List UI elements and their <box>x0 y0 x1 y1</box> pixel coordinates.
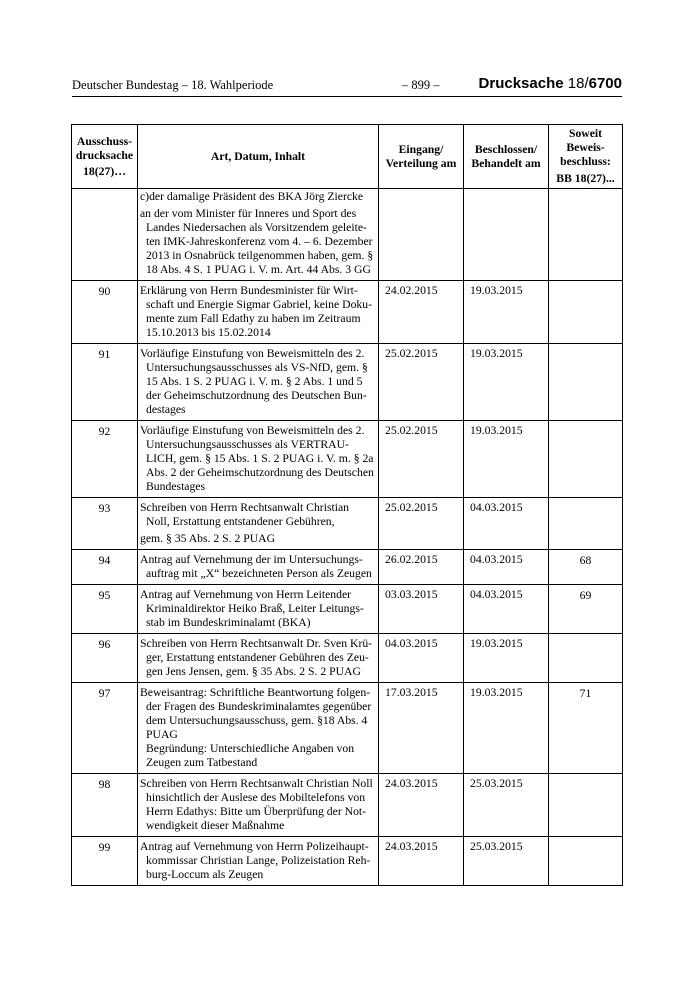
row-content <box>138 421 379 498</box>
table-row <box>72 774 623 837</box>
content-line: mente zum Fall Edathy zu haben im Zeitraum <box>146 312 361 325</box>
header-eingang: Eingang/ Verteilung am <box>379 125 464 189</box>
content-line: gen Jens Jensen, gem. § 35 Abs. 2 S. 2 PUAG <box>146 665 361 678</box>
row-number: 90 <box>72 281 138 344</box>
row-content <box>138 498 379 550</box>
content-line: Erklärung von Herrn Bundesminister für Wirt- <box>140 284 358 297</box>
content-line: Noll, Erstattung entstandener Gebühren, <box>146 515 335 528</box>
row-content <box>138 634 379 683</box>
content-line: gem. § 35 Abs. 2 S. 2 PUAG <box>140 532 276 545</box>
content-line: 15.10.2013 bis 15.02.2014 <box>146 326 271 339</box>
table-row <box>72 498 623 550</box>
row-beschlossen: 19.03.2015 <box>464 344 549 421</box>
row-number: 96 <box>72 634 138 683</box>
row-eingang: 04.03.2015 <box>379 634 464 683</box>
content-line: Begründung: Unterschiedliche Angaben von <box>146 742 355 755</box>
content-line: Beweisantrag: Schriftliche Beantwortung folgen- <box>140 686 371 699</box>
row-beweisbeschluss <box>549 498 623 550</box>
row-content <box>138 683 379 774</box>
row-number: 95 <box>72 585 138 634</box>
content-line: Zeugen zum Tatbestand <box>146 756 258 769</box>
content-line: PUAG <box>146 728 178 741</box>
row-beweisbeschluss <box>549 634 623 683</box>
content-line: Vorläufige Einstufung von Beweismitteln des 2. <box>140 424 365 437</box>
table-row <box>72 585 623 634</box>
row-content <box>138 837 379 886</box>
row-eingang: 25.02.2015 <box>379 498 464 550</box>
row-beweisbeschluss: 68 <box>549 550 623 585</box>
content-line: kommissar Christian Lange, Polizeistation Reh- <box>146 854 371 867</box>
table-header-row <box>72 125 623 189</box>
row-beweisbeschluss: 69 <box>549 585 623 634</box>
row-eingang: 26.02.2015 <box>379 550 464 585</box>
row-beschlossen: 25.03.2015 <box>464 774 549 837</box>
documents-table <box>71 124 623 886</box>
content-line: Untersuchungsausschusses als VS-NfD, gem. § <box>146 361 368 374</box>
row-number: 97 <box>72 683 138 774</box>
content-line: Schreiben von Herrn Rechtsanwalt Christian Noll <box>140 777 373 790</box>
content-line: dem Untersuchungsausschuss, gem. §18 Abs. 4 <box>146 714 368 727</box>
content-line: Abs. 2 der Geheimschutzordnung des Deutschen <box>146 466 374 479</box>
table-row-continuation <box>72 189 623 281</box>
row-number: 91 <box>72 344 138 421</box>
content-line: Untersuchungsausschusses als VERTRAU- <box>146 438 349 451</box>
row-number: 99 <box>72 837 138 886</box>
row-content <box>138 774 379 837</box>
row-beschlossen: 19.03.2015 <box>464 634 549 683</box>
row-eingang: 24.03.2015 <box>379 837 464 886</box>
header-ausschussdrucksache: Ausschuss- drucksache 18(27)… <box>72 125 138 189</box>
row-beschlossen: 19.03.2015 <box>464 421 549 498</box>
row-eingang: 24.03.2015 <box>379 774 464 837</box>
content-line: schaft und Energie Sigmar Gabriel, keine Doku- <box>146 298 372 311</box>
row-eingang: 17.03.2015 <box>379 683 464 774</box>
content-line: Herrn Edathys: Bitte um Überprüfung der Not- <box>146 805 367 818</box>
page-header <box>72 76 622 97</box>
header-art-datum-inhalt: Art, Datum, Inhalt <box>138 125 379 189</box>
content-line: destages <box>146 403 186 416</box>
row-number: 94 <box>72 550 138 585</box>
content-line: stab im Bundeskriminalamt (BKA) <box>146 616 311 629</box>
table-row <box>72 281 623 344</box>
document-label: Drucksache <box>478 75 564 92</box>
content-line: Schreiben von Herrn Rechtsanwalt Christian <box>140 501 350 514</box>
row-eingang: 25.02.2015 <box>379 421 464 498</box>
content-line: Bundestages <box>146 480 206 493</box>
content-line: Antrag auf Vernehmung von Herrn Polizeihaupt- <box>140 840 369 853</box>
content-line: Antrag auf Vernehmung von Herrn Leitender <box>140 588 352 601</box>
row-beschlossen: 04.03.2015 <box>464 550 549 585</box>
row-number: 98 <box>72 774 138 837</box>
row-beweisbeschluss <box>549 774 623 837</box>
row-content <box>138 344 379 421</box>
row-beschlossen: 25.03.2015 <box>464 837 549 886</box>
row-number: 92 <box>72 421 138 498</box>
content-line: 15 Abs. 1 S. 2 PUAG i. V. m. § 2 Abs. 1 und 5 <box>146 375 363 388</box>
document-number-a: 18/ <box>567 75 589 92</box>
content-line: Kriminaldirektor Heiko Braß, Leiter Leitungs- <box>146 602 364 615</box>
content-line: Schreiben von Herrn Rechtsanwalt Dr. Sven Krü- <box>140 637 373 650</box>
row-beweisbeschluss <box>549 281 623 344</box>
content-line: Vorläufige Einstufung von Beweismitteln des 2. <box>140 347 365 360</box>
content-line: hinsichtlich der Auslese des Mobiltelefons von <box>146 791 366 804</box>
table-row <box>72 683 623 774</box>
table-row <box>72 837 623 886</box>
content-line: LICH, gem. § 15 Abs. 1 S. 2 PUAG i. V. m. § 2a <box>146 452 374 465</box>
page-number: – 899 – <box>402 78 440 92</box>
document-number-b: 6700 <box>588 75 622 92</box>
header-bb: Soweit Beweis- beschluss: BB 18(27)... <box>549 125 623 189</box>
header-publication: Deutscher Bundestag – 18. Wahlperiode <box>72 78 274 92</box>
row-number: 93 <box>72 498 138 550</box>
document-number <box>479 75 622 92</box>
table-row <box>72 550 623 585</box>
content-line: wendigkeit dieser Maßnahme <box>146 819 285 832</box>
table-row <box>72 421 623 498</box>
content-line: der Geheimschutzordnung des Deutschen Bun- <box>146 389 367 402</box>
row-beweisbeschluss <box>549 837 623 886</box>
row-eingang: 03.03.2015 <box>379 585 464 634</box>
row-eingang: 24.02.2015 <box>379 281 464 344</box>
continuation-text: c)der damalige Präsident des BKA Jörg Ziercke an der vom Minister für Inneres und Sport des Landes Niedersachen als Vorsitzendem geleite- ten IMK-Jahreskonferenz vom 4. – 6. Dezember 2013 in Osnabrück teilgenommen haben, gem. § 18 Abs. 4 S. 1 PUAG i. V. m. Art. 44 Abs. 3 GG <box>138 189 379 281</box>
row-beschlossen: 19.03.2015 <box>464 683 549 774</box>
row-beschlossen: 04.03.2015 <box>464 498 549 550</box>
row-beweisbeschluss <box>549 344 623 421</box>
row-eingang: 25.02.2015 <box>379 344 464 421</box>
row-content <box>138 585 379 634</box>
row-beschlossen: 04.03.2015 <box>464 585 549 634</box>
row-content <box>138 550 379 585</box>
content-line: ger, Erstattung entstandener Gebühren des Zeu- <box>146 651 369 664</box>
content-line: auftrag mit „X“ bezeichneten Person als Zeugen <box>146 567 372 580</box>
header-beschlossen: Beschlossen/ Behandelt am <box>464 125 549 189</box>
content-line: der Fragen des Bundeskriminalamtes gegenüber <box>146 700 372 713</box>
row-beweisbeschluss: 71 <box>549 683 623 774</box>
content-line: Antrag auf Vernehmung der im Untersuchungs- <box>140 553 363 566</box>
table-row <box>72 344 623 421</box>
table-row <box>72 634 623 683</box>
row-beschlossen: 19.03.2015 <box>464 281 549 344</box>
row-content <box>138 281 379 344</box>
content-line: burg-Loccum als Zeugen <box>146 868 264 881</box>
row-beweisbeschluss <box>549 421 623 498</box>
